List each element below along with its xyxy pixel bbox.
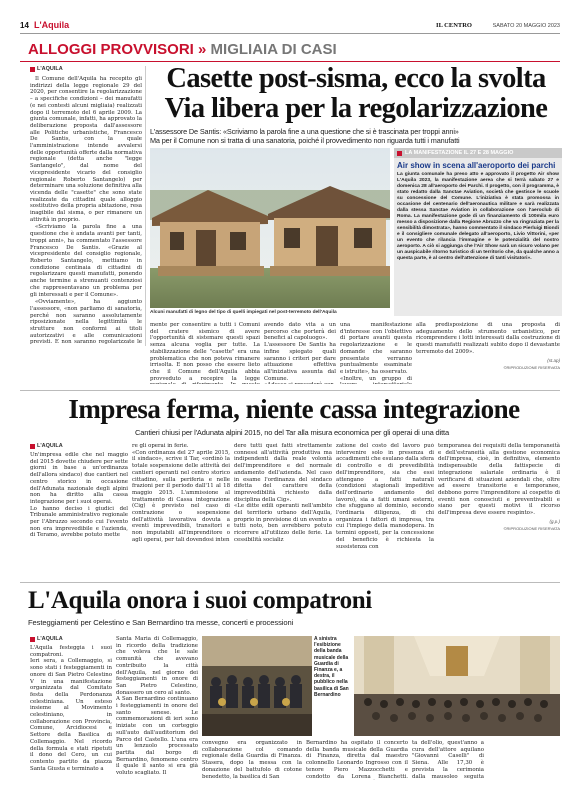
story3-subhead: Festeggiamenti per Celestino e San Bernardino tra messe, concerti e processioni (28, 618, 294, 627)
story3-column: convegno era organizzato in collaborazione col comando regionale della Guardia di Finanza. Stasera, dopo la messa con la donazione del battufolo di cotone benedetto, la basilica di San (202, 740, 302, 780)
story1-tag: L'AQUILA (30, 66, 63, 72)
newspaper-brand: IL CENTRO (436, 22, 472, 29)
story1-mid-column-1: mente per consentire a tutti i Comuni del cratere sismico di avere l'opportunità di sistemare questi spazi senza alcuna voglia per tutte. La stabilizzazione delle "casette" era una problematica che non poteva rimanere irrisolta. E non posso che essere lieto che il Comune dell'Aquila abbia provveduto a recepire la legge (150, 322, 260, 382)
issue-date: SABATO 20 MAGGIO 2023 (492, 22, 560, 29)
story2-column: re gli operai in ferie. «Con ordinanza del 27 aprile 2015, il sindaco», scrive il Tar, «ordinò la totale sospensione delle attività dei cantieri operanti nel centro storico cittadino, sulla periferia e nelle frazioni per il periodo dall'11 al 18 maggio 2015. L'ammissione al trattamento di Cassa integrazione (Cig) è previsto nel caso di contrazione o sospensione dell'attività lavorativa dovuta a eventi imprevedibili, transitori e non imputabili all'imprenditore o agli operai, per tali dovendosi inten (132, 443, 230, 543)
kicker-arrows: » (198, 41, 207, 58)
story1-headline-line1: Casette post-sisma, ecco la svolta (166, 63, 546, 94)
story2-column: dere tutti quei fatti strettamente connessi all'attività produttiva ma indipendenti dalla reale volontà dell'imprenditore e del normale andamento dell'azienda. Nel caso in esame l'ordinanza del sindaco difetta del carattere della imprevedibilità richiesto dalla disciplina della Cig». «Le ditte edili operanti nell'ambito del territorio urbano dell'Aquila, proprio in previsione di un evento a tutti noto, ben avrebbero potuto ricorrere all'utilizzo delle ferie. La cessibilità socializ (234, 443, 332, 543)
story3-column: Bernardino ha ospitato il concerto della banda musicale della Guardia di Finanza, diretta dal maestro colonnello Leonardo Ingrosso con il tenore Piero Mazzocchetti e condotto da Lorena Bianchetti. (306, 740, 408, 780)
story1-last-column: alla predisposizione di una proposta di adeguamento dello strumento urbanistico, per ricomprendere i lotti interessati dalla costruzione di questi manufatti realizzati subito dopo il devastante terremoto del 2009». (st.ap) ©RIPRODUZIONE RISERVATA (416, 322, 560, 370)
basilica-audience-image (354, 636, 560, 736)
story2-last-column: temporanea dei requisiti della temporaneità e dell'estraneità alla gestione economica dell'impresa, cioè, in definitiva, elemento indispensabile della fattispecie di integrazione salariale ordinaria è il verificarsi di situazioni aziendali che, oltre ad essere transitorie e temporanee, debbono porre l'imprenditore al cospetto di eventi non conosciuti e preventivabili e siano per questi motivi il ricorso dell'impresa deve essere respinto». (g.p.) ©RIPRODUZIONE RISERVATA (438, 443, 560, 531)
story3-column (488, 740, 560, 780)
section-kicker (28, 41, 548, 59)
story2-column: zatione del costo del lavoro può intervenire solo in presenza di accadimenti che esulano dalla sfera di controllo e di prevedibilità dell'imprenditore, sia che essi attengano a fatti naturali (condizioni stagionali impeditive dell'ordinario andamento del lavoro), sia a fatti umani esterni, che sfuggano al dominio, secondo l'ordinaria diligenza, di chi organizza i fattori di impresa, tra cui l'impiego della manodopera. In termini opposti, per la concessione del beneficio è richiesta la sussistenza con (336, 443, 434, 550)
story2-column: Un'impresa edile che nel maggio del 2015 dovette chiudere per sette giorni in base a un'ordinanza dell'allora sindaco) due cantieri nel centro storico in occasione dell'Adunata nazionale degli alpini non ha diritto alla cassa integrazione per i suoi operai. Lo hanno deciso i giudici del Tribunale amministrativo regionale per l'Abruzzo secondo cui l'evento non era imprevedibile e l'azienda, di Teramo, avrebbe potuto mette (30, 452, 128, 539)
story1-paragraph: «Scriviamo la parola fine a una questione che è andata avanti per tanti, troppi anni», ha commentato l'assessore Francesco De Santis. «Grazie al vicepresidente del consiglio regionale, Roberto Santangelo, mettiamo in condizione centinaia di cittadini di regolarizzare questi manufatti, ponendo anche termine a strenuanti contenziosi che rappresentavano un problema per gli interessati e per il Comune». (30, 224, 142, 298)
story1-subhead-line1: L'assessore De Santis: «Scriviamo la parola fine a una questione che si è trascinata per troppi anni» (150, 127, 459, 136)
story3-tag: L'AQUILA (30, 636, 63, 642)
airshow-title: Air show in scena all'aeroporto dei parchi (397, 161, 556, 170)
story1-headline (150, 64, 562, 124)
story1-paragraph: Il Comune dell'Aquila ha recepito gli indirizzi della legge regionale 29 del 2020, per consentire la regolarizzazione – a specifiche condizioni – dei manufatti (e nei contesti alcuni migliaia) realizzati dopo il terremoto del 6 aprile 2009. La giunta comunale, infatti, ha approvato la deliberazione proposta dall'assessore alle Politiche urbanistiche, Francesco De Santis, con la quale l'amministrazione intende avvalersi delle opportunità offerte dalla normativa regionale (detta anche "legge Santangelo", dal nome del vicepresidente vicario del consiglio regionale Roberto Santangelo) per determinare una soluzione definitiva alla vicenda delle "casette" che sono state realizzate da cittadini quale alloggio sostitutivo della propria abitazione, resa inagibile dal sisma, o per rimanere un attività in proprio. (30, 76, 142, 223)
story3-column: ta dell'olio, quest'anno a cura dell'attore aquilano "Giovanni Caselli" di Siena. Alle 17,30 è prevista la cerimonia dalla mausoleo seguita (412, 740, 484, 780)
story1-subhead (150, 127, 560, 146)
story3-photo-caption: A sinistra l'esibizione della banda musicale della Guardia di Finanza e, a destra, il pubblico nella basilica di San Bernardino (314, 636, 349, 698)
story3-headline: L'Aquila onora i suoi compatroni (28, 587, 372, 614)
story2-subhead: Cantieri chiusi per l'Adunata alpini 2015, no del Tar alla misura economica per gli operai di una ditta (135, 428, 449, 437)
wooden-houses-photo (150, 148, 390, 308)
band-photo (202, 636, 312, 736)
story1-subhead-line2: Ma per il Comune non si tratta di una sanatoria, poiché il provvedimento non riguarda tutti i manufatti (150, 136, 460, 146)
section-name: L'Aquila (34, 20, 70, 30)
airshow-body: La giunta comunale ha preso atto e approvato il progetto Air show L'Aquila 2023, la manifestazione aerea che si terrà sabato 27 e domenica 28 all'aeroporto dei Parchi. Il progetto, con il programma, è stato redatto dalla Sanctae Aviation, società che gestisce le scuole su concessione del Comune. L'iniziativa è stata promossa in occasione del centenario dell'aeronautica militare e sarà realizzata dalla stessa Sanctae Aviation in collaborazione con l'aeroclub di Roma. La manifestazione gode di un finanziamento di 100mila euro messo a disposizione dalla Regione Abruzzo che va ringraziata per la sensibilità dimostrata», hanno commentato il sindaco Pierluigi Biondi e il consigliere comunale delegato all'aeroporto, Livio Vittorini, «per un evento che rilancia l'immagine e le potenzialità del nostro aeroporto. A ciò si aggiunga che l'Air Show sarà un sicuro volano per un auspicabile ritorno turistico di un territorio che, da qualche anno a questa parte, è al centro dell'attenzione di tanti visitatori». (397, 172, 559, 261)
story2-headline: Impresa ferma, niente cassa integrazione (68, 394, 520, 424)
page-header (20, 20, 560, 34)
page-number: 14 (20, 21, 29, 30)
story3-column: L'Aquila festeggia i suoi compatroni. Ieri sera, a Collemaggio, si sono stati i festeggiamenti in onore di San Pietro Celestino V in una manifestazione organizzata dal Comitato festa della Perdonanza celestiniana. Un esteso insieme al Movimento celestiniano, in collaborazione con Provincia, Comune, Arcidiocesi e Settore della Basilica di Collemaggio. Nel ricordo della formula e stati ripetuti il dono del Cero, un cui contento partito da piazza Santa Giusta e terminato a (30, 645, 112, 772)
kicker-grey: MIGLIAIA DI CASI (210, 41, 337, 58)
band-performance-image (202, 636, 312, 736)
story1-photo (150, 148, 390, 308)
story1-mid-column-3: una manifestazione d'interesse con l'obiettivo di portare avanti questa regolarizzazione e le domande che saranno presentate verranno puntualmente esaminate e istruite», ha osservato. «Inoltre, un gruppo di (340, 322, 412, 382)
story1-caption: Alcuni manufatti di legno del tipo di quelli impiegati nel post-terremoto dell'Aquila (150, 310, 337, 315)
story1-headline-line2: Via libera per la regolarizzazione (164, 93, 548, 124)
airshow-label: LA MANIFESTAZIONE IL 27 E 28 MAGGIO (394, 148, 562, 158)
story2-tag: L'AQUILA (30, 443, 63, 449)
story1-mid-column-2: avendo dato vita a un percorso che porterà dei benefici al capoluogo». L'assessore De Santis ha infine spiegato quali saranno i criteri per dare attuazione effettiva all'iniziativa assunta dal Comune. (264, 322, 336, 382)
story1-left-column (30, 76, 142, 346)
airshow-box (394, 148, 562, 316)
story1-paragraph: «Ovviamente», ha aggiunto l'assessore, «non parliamo di sanatoria, perché non saranno assolutamente riposizionate nella legittimità le strutture non conformi ai titoli autorizzativi e alle comunicazioni previsti. E non saranno regolarizzate le (30, 299, 142, 346)
basilica-photo (354, 636, 560, 736)
story3-column: Santa Maria di Collemaggio, in ricordo della tradizione che voleva che le sale comunità che avevano contribuito la città dell'Aquila, nel giorno dei festeggiamenti in onore di San Pietro Celestino, donassero un cero al santo. A San Bernardino continuano i festeggiamenti in onore del santo senese. Le commemorazioni di ieri sono iniziate con un corteggio sull'auto dall'auditorium del Parco del Castello. L'una era un lenzuolo processato partita dal borgo di Bernardino, fenomeno centro il quale il santo si era già voluto scagliato. Il (116, 636, 198, 777)
kicker-red: ALLOGGI PROVVISORI (28, 41, 194, 58)
